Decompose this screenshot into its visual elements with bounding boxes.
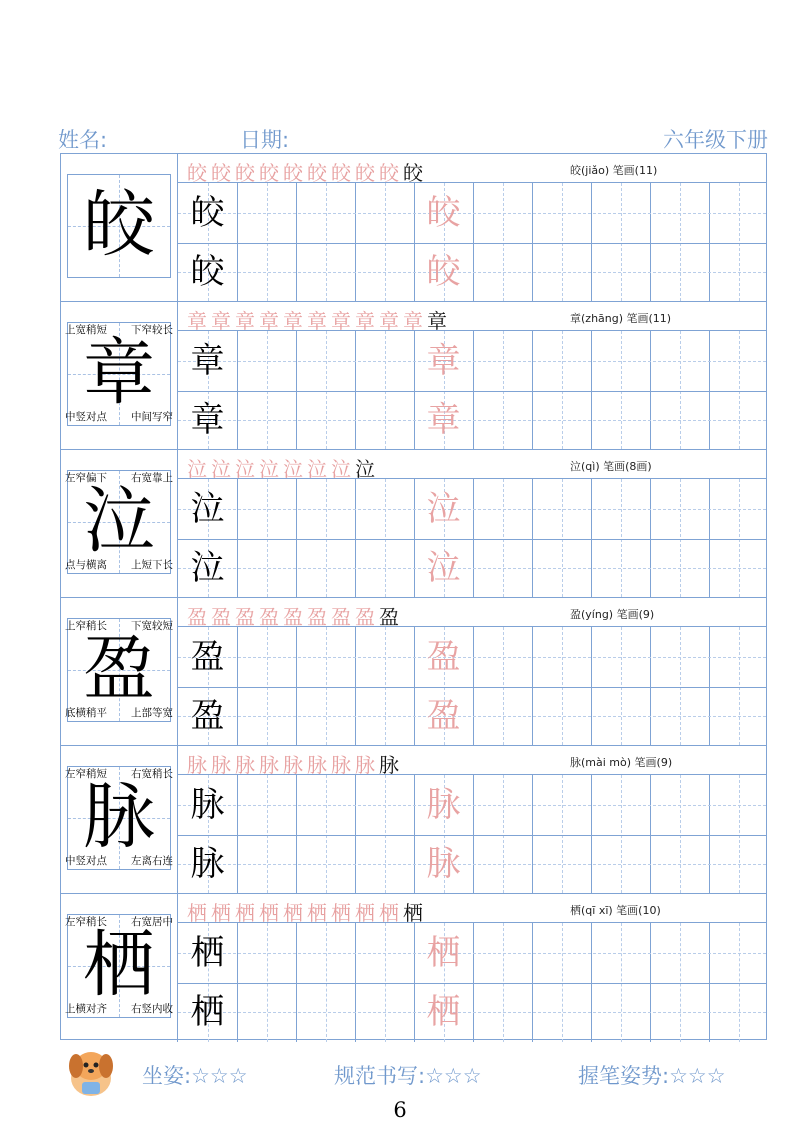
model-cell [61,894,178,1042]
pinyin-stroke-info: 章(zhāng) 笔画(11) [570,312,672,325]
writing-cell[interactable] [591,627,650,687]
writing-cell[interactable] [355,775,414,835]
writing-cell[interactable] [296,479,355,539]
writing-cell[interactable] [355,687,414,747]
structure-tip: 右宽稍长 [131,768,173,780]
writing-cell[interactable] [709,479,768,539]
sample-character: 栖 [190,992,225,1033]
writing-cell[interactable] [473,627,532,687]
writing-grid [178,627,766,745]
sample-character: 泣 [190,488,225,529]
writing-cell[interactable] [296,539,355,599]
practice-row [61,746,766,894]
stroke-order-steps [187,897,427,926]
trace-character: 泣 [426,548,461,589]
stroke-order-line [178,154,766,183]
writing-cell[interactable] [296,983,355,1043]
practice-row [61,450,766,598]
puppy-mascot-icon [60,1040,122,1102]
writing-cell[interactable] [237,687,296,747]
writing-cell[interactable] [591,183,650,243]
writing-cell[interactable] [296,627,355,687]
writing-cell[interactable] [355,243,414,303]
writing-cell[interactable] [473,835,532,895]
writing-cell[interactable] [237,331,296,391]
trace-character: 章 [426,340,461,381]
writing-cell[interactable] [296,391,355,451]
stroke-steps-complete: 盈 [379,605,403,629]
stroke-steps-partial: 盈盈盈盈盈盈盈盈 [187,605,379,629]
structure-tip: 左离右连 [131,855,173,867]
writing-cell[interactable] [532,835,591,895]
trace-character: 泣 [426,488,461,529]
writing-cell[interactable] [473,243,532,303]
sample-character: 脉 [190,784,225,825]
writing-cell[interactable] [591,243,650,303]
practice-row [61,302,766,450]
writing-grid [178,923,766,1042]
stroke-order-steps [187,749,403,778]
structure-tip: 上宽稍短 [65,324,107,336]
writing-cell[interactable] [709,243,768,303]
stroke-order-steps [187,453,379,482]
writing-cell[interactable] [709,775,768,835]
writing-cell[interactable] [473,775,532,835]
writing-cell[interactable] [355,183,414,243]
writing-cell[interactable] [532,243,591,303]
model-character: 章 [82,330,155,415]
practice-row [61,154,766,302]
structure-tip: 上窄稍长 [65,620,107,632]
structure-tip: 右宽靠上 [131,472,173,484]
writing-cell[interactable] [237,183,296,243]
stroke-order-steps [187,601,403,630]
writing-grid [178,183,766,301]
model-character: 盈 [82,626,155,711]
practice-row [61,598,766,746]
writing-cell[interactable] [237,243,296,303]
writing-cell[interactable] [473,183,532,243]
sample-character: 泣 [190,548,225,589]
writing-cell[interactable] [532,183,591,243]
writing-cell[interactable] [237,391,296,451]
stroke-order-line [178,598,766,627]
structure-tip: 底横稍平 [65,707,107,719]
writing-cell[interactable] [296,835,355,895]
model-cell [61,598,178,745]
trace-character: 脉 [426,844,461,885]
trace-character: 皎 [426,252,461,293]
structure-tip: 上部等宽 [131,707,173,719]
writing-cell[interactable] [650,687,709,747]
stroke-steps-partial: 栖栖栖栖栖栖栖栖栖 [187,901,403,925]
model-character: 栖 [82,922,155,1007]
stroke-steps-complete: 脉 [379,753,403,777]
writing-cell[interactable] [532,539,591,599]
structure-tip: 中间写窄 [131,411,173,423]
writing-grid [178,331,766,449]
writing-cell[interactable] [650,243,709,303]
sample-character: 盈 [190,696,225,737]
writing-cell[interactable] [532,479,591,539]
writing-cell[interactable] [591,983,650,1043]
structure-tip: 下宽较短 [131,620,173,632]
writing-cell[interactable] [473,687,532,747]
structure-tip: 中竖对点 [65,411,107,423]
stroke-steps-complete: 章 [427,309,451,333]
sitting-rating: 坐姿:☆☆☆ [142,1064,248,1088]
writing-cell[interactable] [532,923,591,983]
writing-cell[interactable] [709,539,768,599]
date-label: 日期: [240,128,290,152]
name-label: 姓名: [58,128,108,152]
writing-cell[interactable] [473,923,532,983]
sample-character: 章 [190,340,225,381]
model-cell [61,154,178,301]
writing-cell[interactable] [709,391,768,451]
writing-cell[interactable] [709,331,768,391]
page-number: 6 [393,1098,407,1122]
writing-cell[interactable] [650,775,709,835]
trace-character: 章 [426,400,461,441]
structure-tip: 上横对齐 [65,1003,107,1015]
sample-character: 栖 [190,932,225,973]
writing-rating: 规范书写:☆☆☆ [334,1064,482,1088]
writing-cell[interactable] [709,183,768,243]
grade-label: 六年级下册 [663,128,768,152]
writing-cell[interactable] [650,539,709,599]
pinyin-stroke-info: 盈(yíng) 笔画(9) [570,608,655,621]
writing-cell[interactable] [709,983,768,1043]
structure-tip: 点与横离 [65,559,107,571]
writing-cell[interactable] [473,331,532,391]
writing-cell[interactable] [532,627,591,687]
writing-cell[interactable] [650,983,709,1043]
writing-cell[interactable] [709,687,768,747]
writing-cell[interactable] [591,331,650,391]
structure-tip: 右竖内收 [131,1003,173,1015]
writing-cell[interactable] [591,391,650,451]
writing-cell[interactable] [355,627,414,687]
writing-cell[interactable] [709,627,768,687]
writing-cell[interactable] [237,539,296,599]
writing-cell[interactable] [650,183,709,243]
writing-cell[interactable] [591,835,650,895]
sample-character: 章 [190,400,225,441]
stroke-steps-partial: 皎皎皎皎皎皎皎皎皎 [187,161,403,185]
writing-grid [178,479,766,597]
trace-character: 脉 [426,784,461,825]
structure-tip: 右宽居中 [131,916,173,928]
writing-cell[interactable] [296,243,355,303]
writing-cell[interactable] [296,331,355,391]
stroke-steps-complete: 皎 [403,161,427,185]
sample-character: 脉 [190,844,225,885]
sample-character: 皎 [190,192,225,233]
writing-cell[interactable] [650,391,709,451]
writing-cell[interactable] [532,983,591,1043]
stroke-order-steps [187,157,427,186]
writing-cell[interactable] [355,983,414,1043]
model-cell [61,302,178,449]
writing-cell[interactable] [473,539,532,599]
writing-grid [178,775,766,893]
pinyin-stroke-info: 皎(jiǎo) 笔画(11) [570,164,658,177]
stroke-order-steps [187,305,451,334]
writing-cell[interactable] [650,923,709,983]
writing-cell[interactable] [532,331,591,391]
writing-cell[interactable] [355,391,414,451]
pen-rating: 握笔姿势:☆☆☆ [578,1064,726,1088]
writing-cell[interactable] [591,923,650,983]
writing-cell[interactable] [237,627,296,687]
trace-character: 栖 [426,932,461,973]
model-character-box [67,174,171,278]
writing-cell[interactable] [650,479,709,539]
writing-cell[interactable] [355,539,414,599]
writing-cell[interactable] [237,983,296,1043]
writing-cell[interactable] [296,687,355,747]
pinyin-stroke-info: 脉(mài mò) 笔画(9) [570,756,673,769]
stroke-steps-partial: 脉脉脉脉脉脉脉脉 [187,753,379,777]
structure-tip: 左窄稍短 [65,768,107,780]
writing-cell[interactable] [237,835,296,895]
writing-cell[interactable] [355,923,414,983]
trace-character: 盈 [426,636,461,677]
sample-character: 盈 [190,636,225,677]
writing-cell[interactable] [296,923,355,983]
stroke-steps-complete: 栖 [403,901,427,925]
writing-cell[interactable] [650,627,709,687]
stroke-steps-partial: 泣泣泣泣泣泣泣 [187,457,355,481]
pinyin-stroke-info: 泣(qì) 笔画(8画) [570,460,652,473]
structure-tip: 左窄稍长 [65,916,107,928]
writing-cell[interactable] [591,479,650,539]
writing-cell[interactable] [709,923,768,983]
structure-tip: 左窄偏下 [65,472,107,484]
writing-cell[interactable] [591,775,650,835]
trace-character: 皎 [426,192,461,233]
writing-cell[interactable] [591,539,650,599]
structure-tip: 中竖对点 [65,855,107,867]
writing-cell[interactable] [473,479,532,539]
writing-cell[interactable] [237,775,296,835]
writing-cell[interactable] [296,775,355,835]
writing-cell[interactable] [650,835,709,895]
writing-cell[interactable] [532,391,591,451]
practice-sheet [60,153,767,1040]
writing-cell[interactable] [591,687,650,747]
stroke-order-line [178,450,766,479]
stroke-order-line [178,302,766,331]
writing-cell[interactable] [355,331,414,391]
stroke-steps-partial: 章章章章章章章章章章 [187,309,427,333]
model-character: 皎 [82,182,155,267]
writing-cell[interactable] [296,183,355,243]
trace-character: 盈 [426,696,461,737]
model-character: 脉 [82,774,155,859]
sample-character: 皎 [190,252,225,293]
writing-cell[interactable] [532,775,591,835]
practice-row [61,894,766,1042]
pinyin-stroke-info: 栖(qī xī) 笔画(10) [570,904,661,917]
writing-cell[interactable] [237,923,296,983]
trace-character: 栖 [426,992,461,1033]
writing-cell[interactable] [473,391,532,451]
stroke-order-line [178,894,766,923]
writing-cell[interactable] [650,331,709,391]
model-cell [61,450,178,597]
model-cell [61,746,178,893]
structure-tip: 上短下长 [131,559,173,571]
writing-cell[interactable] [237,479,296,539]
model-character: 泣 [82,478,155,563]
stroke-order-line [178,746,766,775]
writing-cell[interactable] [473,983,532,1043]
writing-cell[interactable] [355,479,414,539]
writing-cell[interactable] [532,687,591,747]
writing-cell[interactable] [355,835,414,895]
stroke-steps-complete: 泣 [355,457,379,481]
writing-cell[interactable] [709,835,768,895]
structure-tip: 下窄较长 [131,324,173,336]
